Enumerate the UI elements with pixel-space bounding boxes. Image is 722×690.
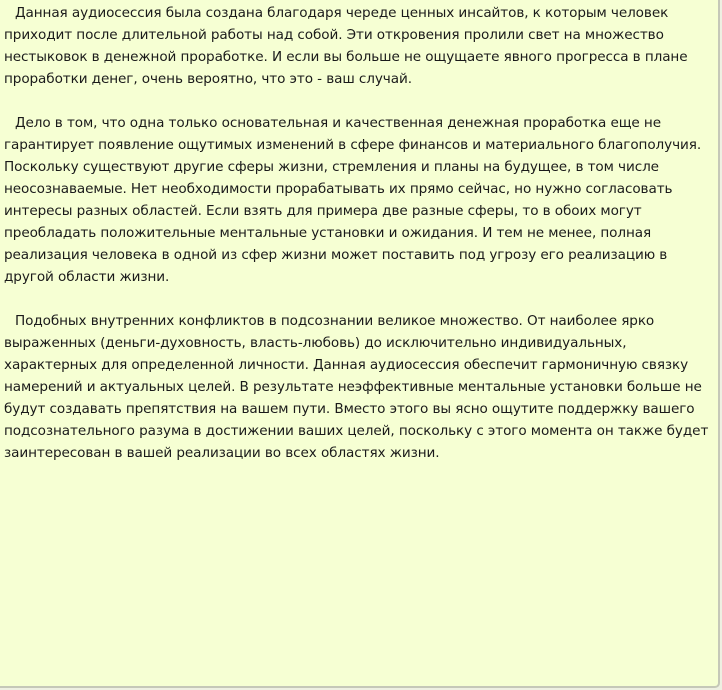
description-text [4,2,718,486]
paragraph-3: Подобных внутренних конфликтов в подсознании великое множество. От наиболее ярко выраженных (деньги-духовность, власть-любовь) до исключительно индивидуальных, характерных для определенной личности. Данная аудиосессия обеспечит гармоничную связку намерений и актуальных целей. В результате неэффективные ментальные установки больше не будут создавать препятствия на вашем пути. Вместо этого вы ясно ощутите поддержку вашего подсознательного разума в достижении ваших целей, поскольку с этого момента он также будет заинтересован в вашей реализации во всех областях жизни. [4,313,709,461]
paragraph-1: Данная аудиосессия была создана благодаря череде ценных инсайтов, к которым человек приходит после длительной работы над собой. Эти откровения пролили свет на множество нестыковок в денежной проработке. И если вы больше не ощущаете явного прогресса в плане проработки денег, очень вероятно, что это - ваш случай. [4,5,688,87]
paragraph-2: Дело в том, что одна только основательная и качественная денежная проработка еще не гарантирует появление ощутимых изменений в сфере финансов и материального благополучия. Поскольку существуют другие сферы жизни, стремления и планы на будущее, в том числе неосознаваемые. Нет необходимости прорабатывать их прямо сейчас, но нужно согласовать интересы разных областей. Если взять для примера две разные сферы, то в обоих могут преобладать положительные ментальные установки и ожидания. И тем не менее, полная реализация человека в одной из сфер жизни может поставить под угрозу его реализацию в другой области жизни. [4,115,702,285]
